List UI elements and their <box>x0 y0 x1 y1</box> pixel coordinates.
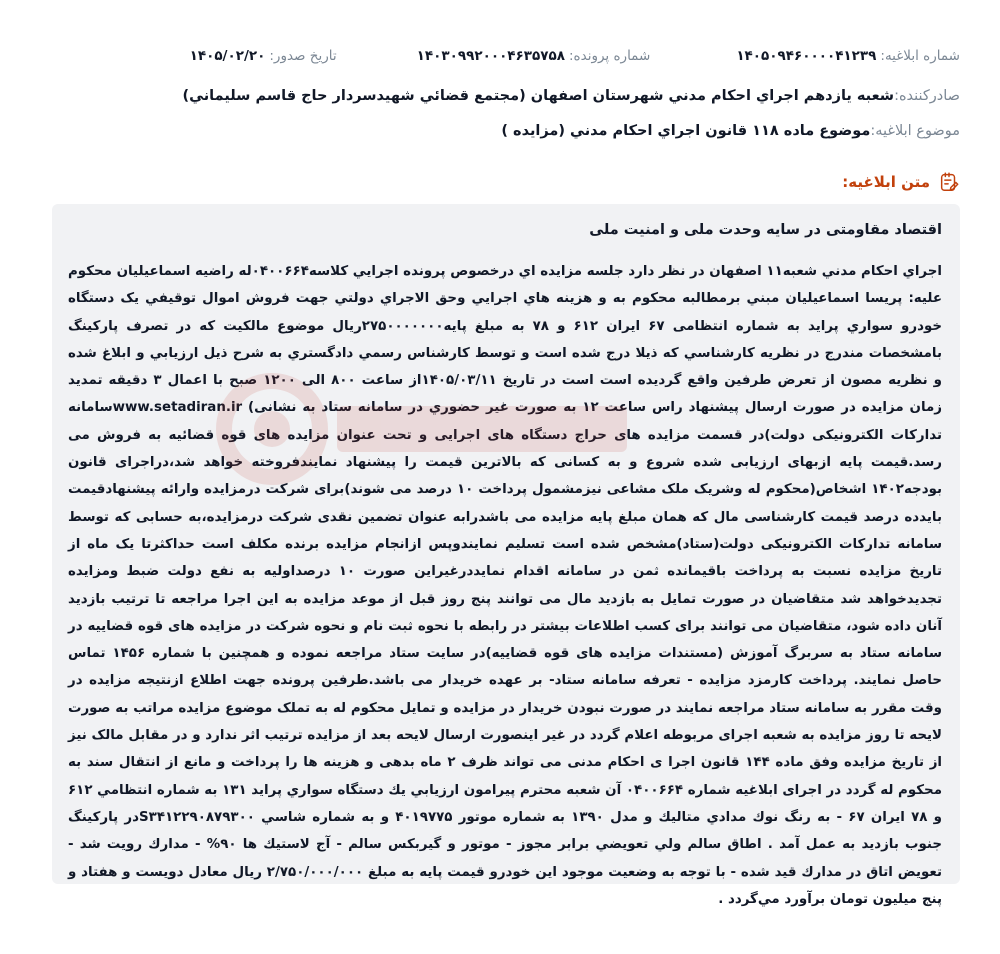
issue-date-label: تاریخ صدور: <box>269 48 337 64</box>
subject-value: موضوع ماده ۱۱۸ قانون اجراي احكام مدني (مزايده ) <box>501 123 871 139</box>
notice-number <box>736 48 960 64</box>
notice-meta-row <box>40 44 960 68</box>
notice-text-heading <box>842 170 960 194</box>
issuer-value: شعبه يازدهم اجراي احكام مدني شهرستان اصفهان (مجتمع قضائي شهيدسردار حاج قاسم سليماني) <box>182 88 895 104</box>
subject-label: موضوع ابلاغیه: <box>870 123 960 139</box>
notice-number-value: ۱۴۰۵۰۹۴۶۰۰۰۰۴۱۲۳۹ <box>736 48 877 64</box>
issue-date-value: ۱۴۰۵/۰۲/۲۰ <box>189 48 266 64</box>
issuer-row <box>40 84 960 108</box>
notice-content-box <box>52 204 960 907</box>
notice-number-label: شماره ابلاغیه: <box>880 48 960 64</box>
issuer-label: صادرکننده: <box>894 88 960 104</box>
notice-intro: اقتصاد مقاومتی در سایه وحدت ملی و امنیت ملی <box>589 222 942 238</box>
case-number-value: ۱۴۰۳۰۹۹۲۰۰۰۴۶۳۵۷۵۸ <box>416 48 565 64</box>
case-number-label: شماره پرونده: <box>569 48 651 64</box>
subject-row <box>40 119 960 143</box>
issue-date <box>190 48 337 64</box>
case-number <box>417 48 651 64</box>
notepad-edit-icon <box>938 171 960 193</box>
notice-body: اجراي احكام مدني شعبه۱۱ اصفهان در نظر دارد جلسه مزايده اي درخصوص پرونده اجرايي كلاسه۰۴۰۰۶۶۴له راضیه اسماعیلیان محکوم علیه: پریسا اسماعیلیان مبني برمطالبه محكوم به و هزینه هاي اجرايي وحق الاجراي دولتي جهت فروش اموال توقيفي یک دستگاه خودرو سواري پراید به شماره انتظامی ۶۷ ایران ۶۱۲ و ۷۸ به مبلغ پايه۲۷۵۰۰۰۰۰۰۰ريال موضوع مالكيت كه در تصرف پارکینگ بامشخصات مندرج در نظريه كارشناسي كه ذيلا درج شده است و توسط كارشناس رسمي دادگستري به شرح ذيل ارزيابي و ابلاغ شده و نظريه مصون از تعرض طرفين واقع گرديده است است در تاريخ ۱۴۰۵/۰۳/۱۱از ساعت ۸۰۰ الی ۱۲۰۰ صبح با اعمال ۳ دقیقه تمدید زمان مزایده در صورت ارسال پیشنهاد راس ساعت ۱۲ به صورت غير حضوري در سامانه ستاد به نشانی) www.setadiran.irسامانه تدارکات الکترونیکی دولت)در قسمت مزایده های حراج دستگاه های اجرایی و تحت عنوان مزایده های قوه قضائیه به فروش می رسد.قیمت پایه ازبهای ارزیابی شده شروع و به کسانی که بالاترین قیمت را پیشنهاد نمایندفروخته خواهد شد،دراجرای قانون بودجه۱۴۰۲ اشخاص(محکوم له وشریک ملک مشاعی نیزمشمول پرداخت ۱۰ درصد می شوند)برای شرکت درمزایده وارائه پیشنهادقیمت بایدده درصد قیمت کارشناسی مال که همان مبلغ پایه مزایده می باشدرابه عنوان تضمین نقدی شرکت درمزایده،به حسابی که توسط سامانه تدارکات الکترونیکی دولت(ستاد)مشخص شده است تسلیم نمایندوپس ازانجام مزایده برنده مکلف است حداکثرتا یک ماه از تاریخ مزایده نسبت به پرداخت باقیمانده ثمن در سامانه اقدام نمایددرغیراین صورت ۱۰ درصداولیه به نفع دولت ضبط ومزایده تجدیدخواهد شد متقاضیان در صورت تمایل به بازدید مال می توانند پنج روز قبل از موعد مزایده به این اجرا مراجعه تا ترتیب بازدید آنان داده شود، متقاضیان می توانند برای کسب اطلاعات بیشتر در رابطه با نحوه ثبت نام و نحوه شرکت در مزایده های قوه قضاییه در سامانه ستاد به سربرگ آموزش (مستندات مزایده های قوه قضاییه)در سایت ستاد مراجعه نموده و همچنین با شماره ۱۴۵۶ تماس حاصل نمایند. پرداخت کارمزد مزایده - تعرفه سامانه ستاد- بر عهده خریدار می باشد.طرفین پرونده جهت اطلاع ازنتیجه مزایده در وقت مقرر به سامانه ستاد مراجعه نمایند در صورت نبودن خریدار در مزایده و تمایل محکوم له به تملک موضوع مزایده مراتب به صورت لایحه تا روز مزایده به شعبه اجرای مربوطه اعلام گردد در غیر اینصورت ارسال لایحه بعد از مزایده ترتیب اثر ندارد و در مقابل مالک نیز از تاریخ مزایده وفق ماده ۱۴۴ قانون اجرا ی احکام مدنی می تواند ظرف ۲ ماه بدهی و هزینه ها را پرداخت و مانع از انتقال سند به محکوم له گردد در اجرای ابلاغیه شماره ۰۴۰۰۶۶۴ آن شعبه محترم پیرامون ارزيابي يك دستگاه سواري پرايد ۱۳۱ به شماره انتظامي ۶۱۲ و ۷۸ ايران ۶۷ - به رنگ نوك مدادي متاليك و مدل ۱۳۹۰ به شماره موتور ۴۰۱۹۷۷۵ و به شماره شاسي S۳۴۱۲۲۹۰۸۷۹۳۰۰در پاركينگ جنوب بازديد به عمل آمد . اطاق سالم ولي تعويضي برابر مجوز - موتور و گيربكس سالم - آج لاستيك ها ۹۰% - مدارك رويت شد - تعويض اتاق در مدارك قيد شده - با توجه به وضعيت موجود اين خودرو قيمت پايه به مبلغ ۲/۷۵۰/۰۰۰/۰۰۰ ريال معادل دويست و هفتاد و پنج ميليون تومان برآورد مي‌گردد . <box>67 264 943 907</box>
notice-text-heading-label: متن ابلاغیه: <box>842 173 930 191</box>
